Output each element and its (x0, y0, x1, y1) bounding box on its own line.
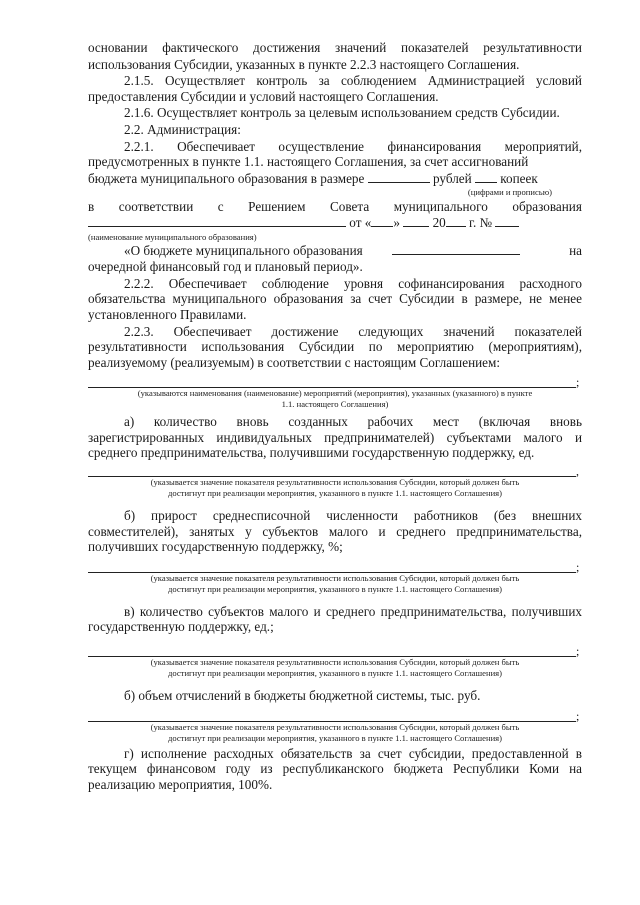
date-quote: » (393, 214, 400, 230)
decision-date-line (88, 215, 582, 231)
note-text: (указывается значение показателя результативности использования Субсидии, который должен быть (150, 721, 520, 732)
year-label: 20 (432, 214, 446, 230)
blank-line (88, 375, 576, 388)
clause-2-2-2: 2.2.2. Обеспечивает соблюдение уровня софинансирования расходного обязательства муниципального образования за счет Субсидии в размере, не менее установленного Правилами. (88, 275, 582, 322)
date-from-label: от « (349, 214, 372, 230)
indicator-b2: б) объем отчислений в бюджеты бюджетной системы, тыс. руб. (124, 688, 481, 704)
clause-2-2-3: 2.2.3. Обеспечивает достижение следующих значений показателей результативности использования Субсидии по мероприятию (мероприятиям), реализуемому (реализуемым) в соответствии с настоящим Соглашением: (88, 323, 582, 370)
indicator-v: в) количество субъектов малого и среднего предпринимательства, получивших государственную поддержку, ед.; (88, 603, 582, 635)
month-blank (403, 215, 429, 227)
note-text: достигнут при реализации мероприятия, указанного в пункте 1.1. настоящего Соглашения) (167, 488, 502, 499)
punct: ; (576, 375, 580, 390)
word: с (217, 199, 224, 215)
kopecks-blank (475, 171, 497, 183)
event-name-blank (88, 374, 582, 388)
indicator-b: б) прирост среднесписочной численности работников (без внешних совместителей), занятых у субъектов малого и среднего предпринимательства, получивших государственную поддержку, %; (88, 508, 582, 555)
indicator-b-blank (88, 559, 582, 573)
blank-line (88, 709, 576, 722)
document-page (88, 40, 582, 793)
budget-text: «О бюджете муниципального образования (124, 242, 363, 258)
word: Совета (330, 199, 370, 215)
punct: ; (576, 559, 580, 574)
clause-2-1-5: 2.1.5. Осуществляет контроль за соблюдением Администрацией условий предоставления Субсидии и условий настоящего Соглашения. (88, 73, 582, 104)
note-text: достигнут при реализации мероприятия, указанного в пункте 1.1. настоящего Соглашения) (167, 668, 502, 679)
note-text: (указывается значение показателя результативности использования Субсидии, который должен быть (150, 572, 520, 583)
note-text: достигнут при реализации мероприятия, указанного в пункте 1.1. настоящего Соглашения) (167, 732, 502, 743)
note-text: (указывается значение показателя результативности использования Субсидии, который должен быть (150, 657, 520, 668)
text-line: основании фактического достижения значений показателей результативности (88, 40, 582, 55)
note-text: (указываются наименования (наименование) мероприятий (мероприятия), указанных (указанного) в пункте (137, 388, 533, 399)
indicator-a-blank (88, 463, 582, 477)
word: соответствии (118, 199, 194, 215)
mo-name-blank (88, 215, 346, 227)
rubles-label: рублей (432, 170, 472, 186)
indicator-g: г) исполнение расходных обязательств за счет субсидии, предоставленной в текущем финансовом году из республиканского бюджета Республики Коми на реализацию мероприятия, 100%. (88, 745, 582, 792)
punct: ; (576, 708, 580, 723)
note-event (88, 388, 582, 410)
budget-na: на (569, 242, 582, 258)
punct: , (576, 464, 579, 479)
note-text: достигнут при реализации мероприятия, указанного в пункте 1.1. настоящего Соглашения) (167, 583, 502, 594)
blank-line (88, 644, 576, 657)
day-blank (371, 215, 393, 227)
text-line: использования Субсидии, указанных в пункте 2.2.3 настоящего Соглашения. (88, 56, 520, 72)
clause-2-2: 2.2. Администрация: (124, 121, 241, 137)
indicator-v-blank (88, 643, 582, 657)
note-text: (указывается значение показателя результативности использования Субсидии, который должен быть (150, 477, 520, 488)
clause-2-1-6: 2.1.6. Осуществляет контроль за целевым использованием средств Субсидии. (124, 105, 560, 121)
note-indicator-b2 (88, 722, 582, 744)
note-mo-name: (наименование муниципального образования) (88, 231, 257, 242)
budget-line (88, 243, 582, 259)
word: в (88, 199, 95, 215)
note-indicator-b (88, 573, 582, 595)
decision-line (88, 199, 582, 215)
note-text: 1.1. настоящего Соглашения) (281, 399, 389, 410)
note-indicator-v (88, 657, 582, 679)
year-blank (446, 215, 466, 227)
indicator-b2-blank (88, 708, 582, 722)
amount-text: бюджета муниципального образования в размере (88, 170, 365, 186)
amount-blank (368, 171, 430, 183)
number-blank (495, 215, 519, 227)
word: муниципального (393, 199, 488, 215)
blank-line (88, 560, 576, 573)
blank-line (88, 464, 576, 477)
indicator-a: а) количество вновь созданных рабочих мест (включая вновь зарегистрированных индивидуальных предпринимателей) субъектами малого и среднего предпринимательства, получившими государственную поддержку, ед. (88, 414, 582, 461)
kopecks-label: копеек (500, 170, 538, 186)
word: Решением (248, 199, 306, 215)
budget-line-2: очередной финансовый год и плановый период». (88, 259, 363, 275)
number-label: г. № (469, 214, 493, 230)
punct: ; (576, 644, 580, 659)
note-indicator-a (88, 477, 582, 499)
budget-mo-blank (392, 243, 520, 255)
clause-2-2-1: 2.2.1. Обеспечивает осуществление финансирования мероприятий, предусмотренных в пункте 1.1. настоящего Соглашения, за счет ассигнований (88, 138, 582, 170)
word: образования (512, 199, 582, 215)
note-amount: (цифрами и прописью) (467, 187, 552, 198)
amount-line (88, 171, 582, 187)
